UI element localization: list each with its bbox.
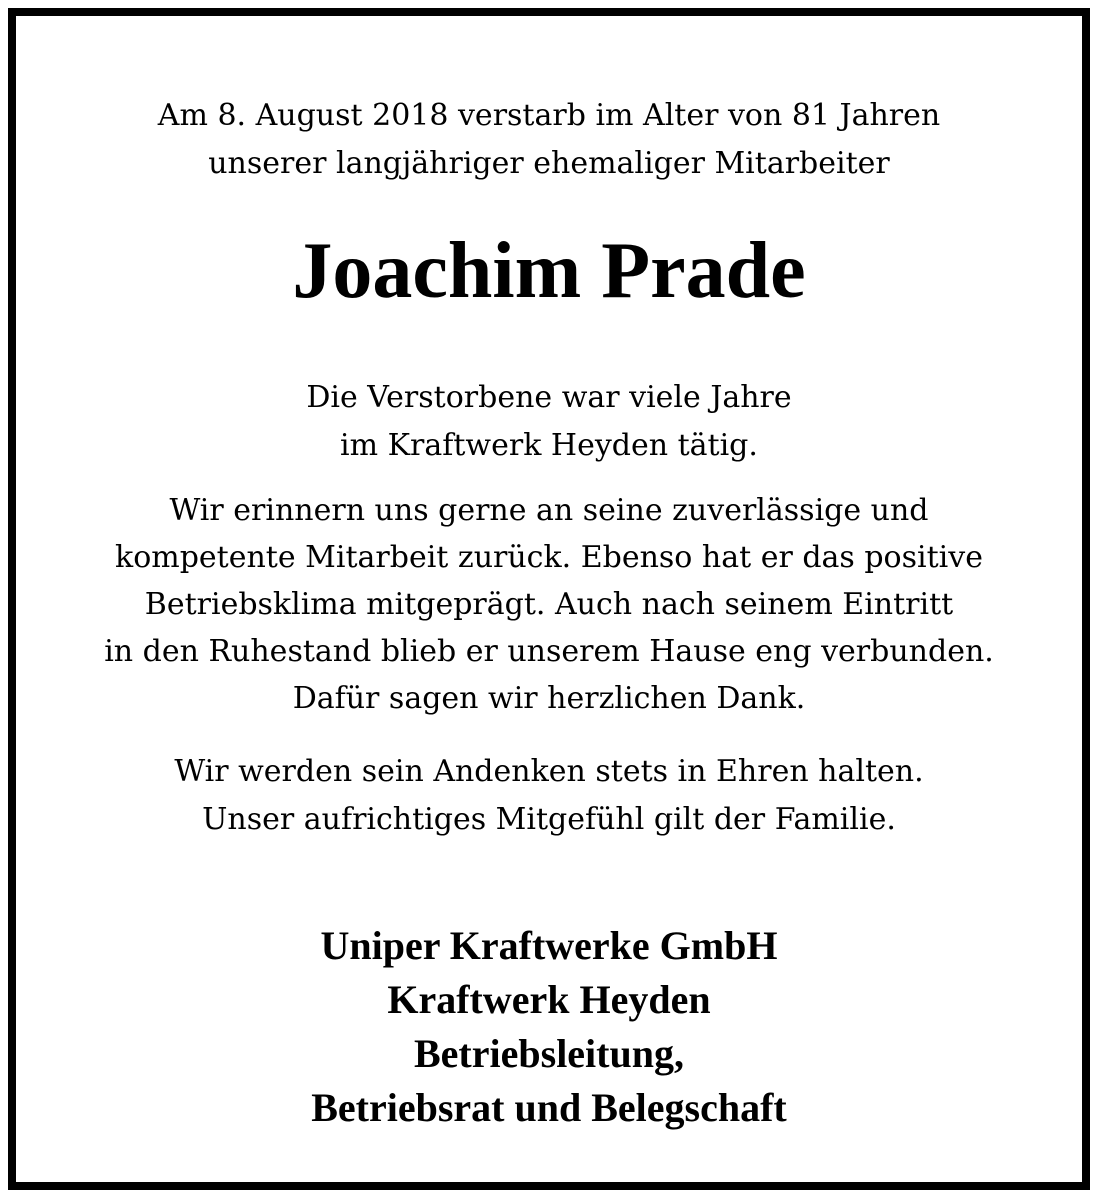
signature-management: Betriebsleitung,: [414, 1031, 684, 1076]
condolence-line: Wir werden sein Andenken stets in Ehren halten.: [174, 754, 924, 789]
tribute-line: Wir erinnern uns gerne an seine zuverlässige und: [169, 493, 929, 528]
signature-company: Uniper Kraftwerke GmbH: [320, 923, 778, 968]
tenure-paragraph: [16, 374, 1082, 470]
tribute-line: in den Ruhestand blieb er unserem Hause eng verbunden.: [104, 634, 994, 669]
obituary-notice-frame: [8, 8, 1090, 1190]
tenure-line: im Kraftwerk Heyden tätig.: [340, 428, 758, 463]
tribute-line: kompetente Mitarbeit zurück. Ebenso hat er das positive: [115, 540, 983, 575]
tribute-paragraph: [16, 487, 1082, 722]
condolence-line: Unser aufrichtiges Mitgefühl gilt der Familie.: [202, 802, 896, 837]
tribute-line: Dafür sagen wir herzlichen Dank.: [292, 681, 806, 716]
signature-block: [16, 919, 1082, 1135]
intro-text: [16, 92, 1082, 188]
deceased-name: Joachim Prade: [292, 227, 806, 315]
condolence-paragraph: [16, 748, 1082, 844]
tribute-line: Betriebsklima mitgeprägt. Auch nach seinem Eintritt: [144, 587, 954, 622]
intro-line: unserer langjähriger ehemaliger Mitarbeiter: [208, 146, 890, 181]
tenure-line: Die Verstorbene war viele Jahre: [306, 380, 792, 415]
intro-line: Am 8. August 2018 verstarb im Alter von 81 Jahren: [157, 98, 941, 133]
signature-plant: Kraftwerk Heyden: [387, 977, 711, 1022]
signature-staff: Betriebsrat und Belegschaft: [311, 1085, 787, 1130]
